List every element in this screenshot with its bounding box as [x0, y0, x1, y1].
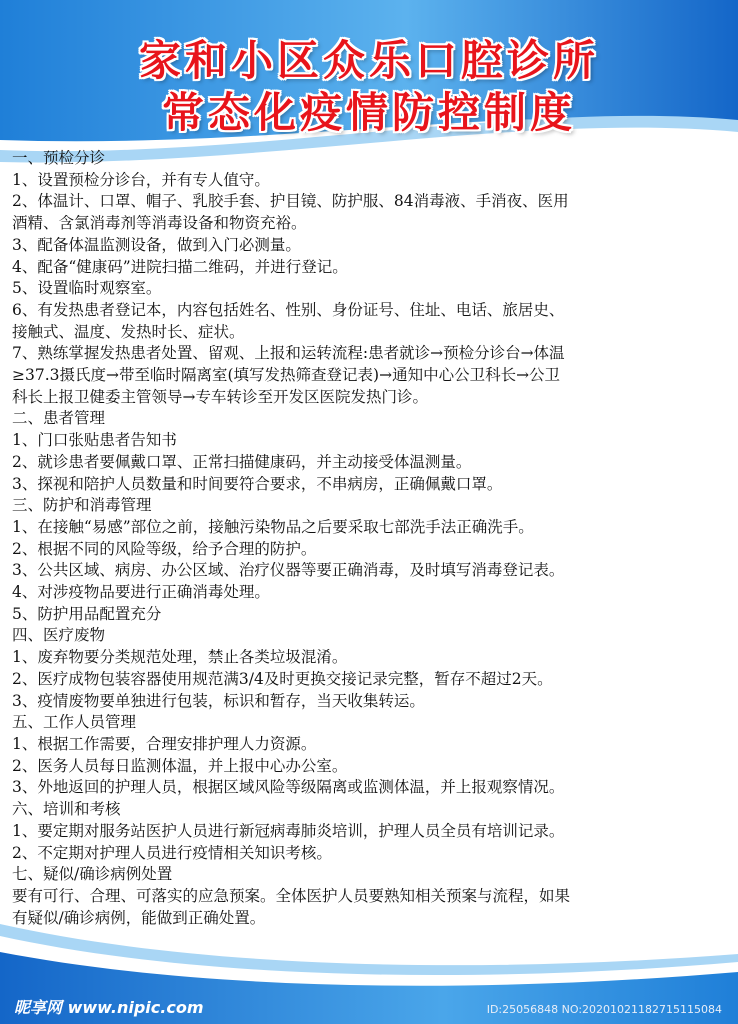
text-line: 科长上报卫健委主管领导→专车转诊至开发区医院发热门诊。 — [12, 387, 428, 406]
text-line: 1、要定期对服务站医护人员进行新冠病毒肺炎培训，护理人员全员有培训记录。 — [12, 821, 565, 840]
title-line-2: 常态化疫情防控制度 — [161, 88, 576, 137]
watermark-logo-text: 昵享网 www.nipic.com — [14, 998, 204, 1017]
text-line: 二、患者管理 — [12, 409, 106, 428]
text-line: 2、不定期对护理人员进行疫情相关知识考核。 — [12, 843, 332, 862]
title-line-1: 家和小区众乐口腔诊所 — [138, 36, 599, 85]
image-id-text: ID:25056848 NO:20201021182715115084 — [486, 1003, 722, 1016]
text-line: 3、公共区域、病房、办公区域、治疗仪器等要正确消毒，及时填写消毒登记表。 — [12, 561, 565, 580]
text-line: 有疑似/确诊病例，能做到正确处置。 — [12, 908, 266, 927]
text-line: 5、设置临时观察室。 — [12, 279, 162, 298]
text-line: 5、防护用品配置充分 — [12, 604, 162, 623]
text-line: 7、熟练掌握发热患者处置、留观、上报和运转流程:患者就诊→预检分诊台→体温 — [12, 344, 565, 363]
text-line: 3、疫情废物要单独进行包装，标识和暂存，当天收集转运。 — [12, 691, 425, 710]
text-line: 6、有发热患者登记本，内容包括姓名、性别、身份证号、住址、电话、旅居史、 — [12, 300, 565, 319]
text-line: 2、根据不同的风险等级，给予合理的防护。 — [12, 539, 317, 558]
text-line: 酒精、含氯消毒剂等消毒设备和物资充裕。 — [12, 214, 307, 233]
text-line: 1、在接触“易感”部位之前，接触污染物品之后要采取七部洗手法正确洗手。 — [12, 517, 534, 536]
text-line: 四、医疗废物 — [12, 626, 106, 645]
text-line: 2、就诊患者要佩戴口罩、正常扫描健康码，并主动接受体温测量。 — [12, 452, 472, 471]
text-line: 2、医疗成物包装容器使用规范满3/4及时更换交接记录完整，暂存不超过2天。 — [12, 669, 553, 688]
text-line: 1、设置预检分诊台，并有专人值守。 — [12, 170, 270, 189]
text-line: 七、疑似/确诊病例处置 — [12, 865, 173, 884]
text-line: 1、废弃物要分类规范处理，禁止各类垃圾混淆。 — [12, 648, 348, 667]
text-line: 3、配备体温监测设备，做到入门必测量。 — [12, 235, 301, 254]
text-line: 2、体温计、口罩、帽子、乳胶手套、护目镜、防护服、84消毒液、手消夜、医用 — [12, 192, 569, 211]
text-line: 一、预检分诊 — [12, 149, 106, 167]
text-line: 3、外地返回的护理人员，根据区域风险等级隔离或监测体温，并上报观察情况。 — [12, 778, 565, 797]
regulation-text — [12, 148, 734, 929]
text-line: 1、根据工作需要，合理安排护理人力资源。 — [12, 734, 317, 753]
text-line: 4、配备“健康码”进院扫描二维码，并进行登记。 — [12, 257, 348, 276]
text-line: 3、探视和陪护人员数量和时间要符合要求，不串病房，正确佩戴口罩。 — [12, 474, 503, 493]
text-line: 三、防护和消毒管理 — [12, 496, 152, 515]
text-line: 2、医务人员每日监测体温，并上报中心办公室。 — [12, 756, 348, 775]
text-line: 六、培训和考核 — [12, 800, 121, 819]
text-line: 4、对涉疫物品要进行正确消毒处理。 — [12, 583, 270, 602]
text-line: 五、工作人员管理 — [12, 713, 137, 732]
text-line: 接触式、温度、发热时长、症状。 — [12, 322, 245, 341]
watermark-logo — [14, 995, 204, 1018]
text-line: 要有可行、合理、可落实的应急预案。全体医护人员要熟知相关预案与流程，如果 — [12, 886, 571, 905]
text-line: 1、门口张贴患者告知书 — [12, 431, 177, 450]
text-line: ≥37.3摄氏度→带至临时隔离室(填写发热筛查登记表)→通知中心公卫科长→公卫 — [12, 366, 561, 385]
